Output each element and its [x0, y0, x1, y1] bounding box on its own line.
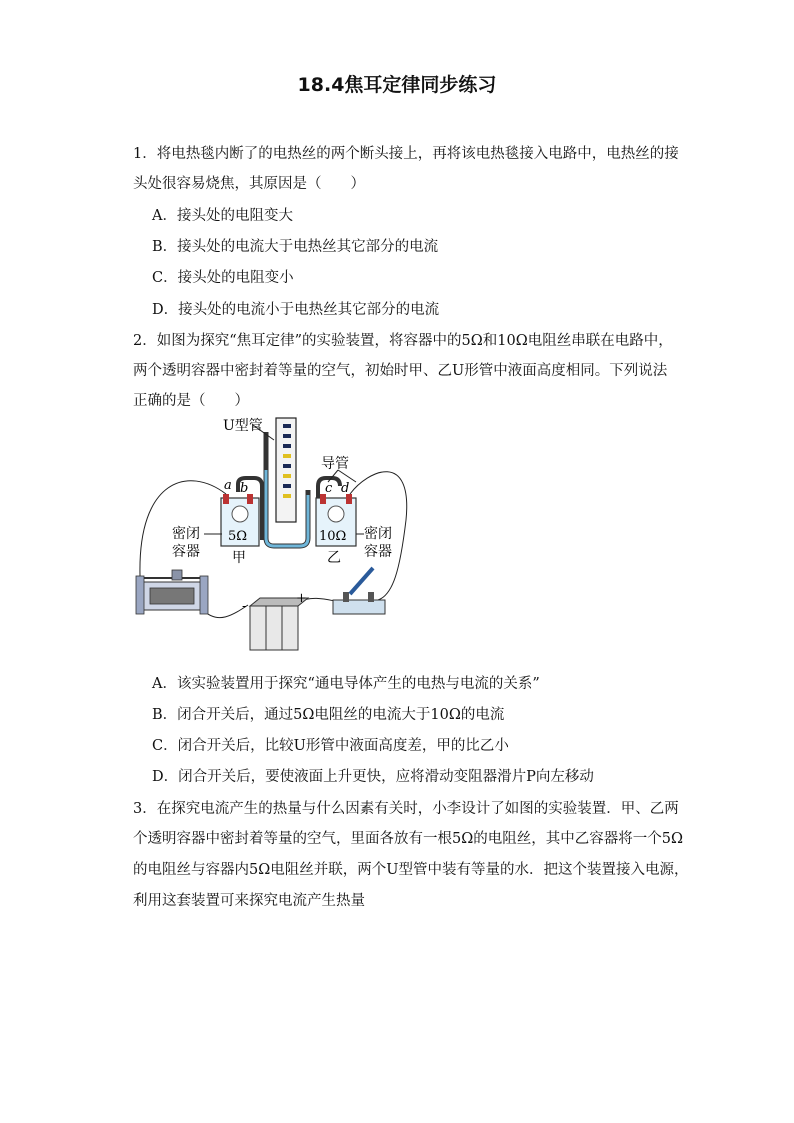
q2-stem-line3: 正确的是（ ）	[133, 393, 249, 409]
q3-stem-line3: 的电阻丝与容器内5Ω电阻丝并联，两个U型管中装有等量的水．把这个装置接入电源，	[133, 862, 689, 878]
knife-switch	[333, 568, 385, 614]
q1-stem-line1: 1．将电热毯内断了的电热丝的两个断头接上，再将该电热毯接入电路中，电热丝的接	[133, 146, 679, 162]
q1-option-c: C．接头处的电阻变小	[152, 270, 294, 286]
q2-option-a: A．该实验装置用于探究“通电导体产生的电热与电流的关系”	[152, 676, 540, 692]
q2-option-b: B．闭合开关后，通过5Ω电阻丝的电流大于10Ω的电流	[152, 707, 505, 723]
terminal-a: a	[224, 478, 232, 493]
resistor-10ohm-label: 10Ω	[319, 529, 347, 544]
joule-law-apparatus-figure	[128, 410, 418, 660]
q2-stem-line1: 2．如图为探究“焦耳定律”的实验装置，将容器中的5Ω和10Ω电阻丝串联在电路中，	[133, 333, 673, 349]
battery-minus: -	[242, 599, 247, 614]
q1-stem-line2: 头处很容易烧焦，其原因是（ ）	[133, 176, 365, 192]
terminal-b: b	[240, 481, 249, 496]
resistor-5ohm-label: 5Ω	[228, 529, 248, 544]
page-title: 18.4焦耳定律同步练习	[297, 74, 497, 96]
terminal-d: d	[341, 481, 350, 496]
container-yi-label: 乙	[327, 550, 341, 566]
q1-option-b: B．接头处的电流大于电热丝其它部分的电流	[152, 239, 439, 255]
sealed-left-line1: 密闭	[172, 526, 200, 542]
battery-plus: +	[296, 591, 307, 606]
container-jia	[221, 494, 259, 546]
terminal-c: c	[325, 481, 333, 496]
sliding-rheostat	[136, 570, 208, 614]
sealed-right-line2: 容器	[364, 544, 392, 560]
guide-tube-label: 导管	[321, 456, 349, 472]
q2-option-d: D．闭合开关后，要使液面上升更快，应将滑动变阻器滑片P向左移动	[152, 769, 594, 785]
u-tube-scale	[276, 418, 296, 522]
q3-stem-line1: 3．在探究电流产生的热量与什么因素有关时，小李设计了如图的实验装置．甲、乙两	[133, 801, 679, 817]
container-jia-label: 甲	[232, 550, 246, 566]
battery-pack	[242, 591, 308, 650]
sealed-left-line2: 容器	[172, 544, 200, 560]
q3-stem-line4: 利用这套装置可来探究电流产生热量	[133, 893, 365, 909]
q2-stem-line2: 两个透明容器中密封着等量的空气，初始时甲、乙U形管中液面高度相同。下列说法	[133, 363, 668, 379]
q1-option-d: D．接头处的电流小于电热丝其它部分的电流	[152, 302, 440, 318]
sealed-right-line1: 密闭	[364, 526, 392, 542]
u-tube-label: U型管	[223, 418, 263, 434]
container-yi	[316, 494, 356, 546]
q3-stem-line2: 个透明容器中密封着等量的空气，里面各放有一根5Ω的电阻丝，其中乙容器将一个5Ω	[133, 831, 683, 847]
q2-option-c: C．闭合开关后，比较U形管中液面高度差，甲的比乙小	[152, 738, 509, 754]
q1-option-a: A．接头处的电阻变大	[152, 208, 293, 224]
